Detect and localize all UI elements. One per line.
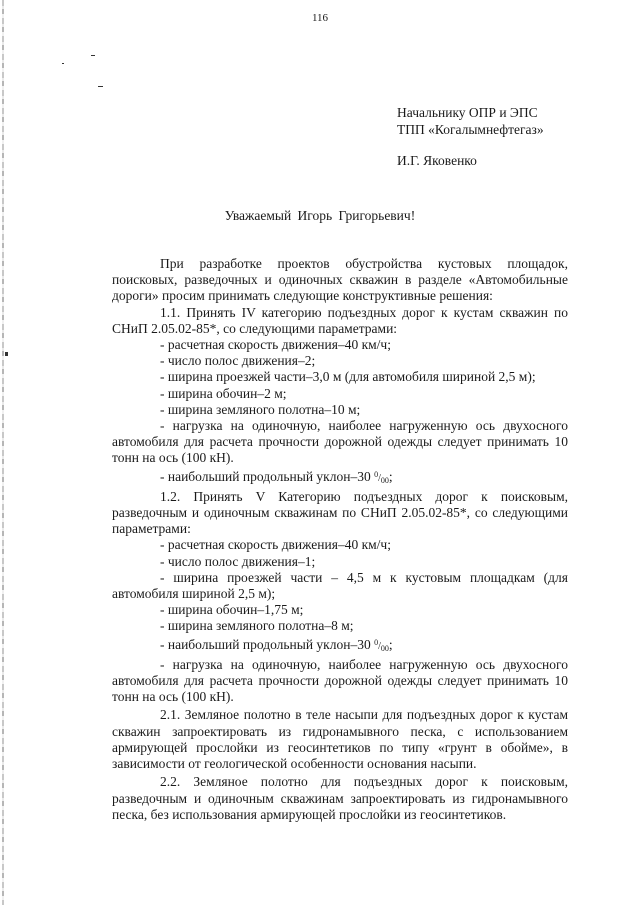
recipient-block [397, 104, 544, 169]
section-2-1-paragraph: 2.1. Земляное полотно в теле насыпи для подъездных дорог к кустам скважин запроектировать из гидронамывного песка, с использованием армирующей прослойки из геосинтетиков по типу «грунт в обойме», в зависимости от геологической особенности основания насыпи. [112, 707, 568, 772]
section-1-2-heading: 1.2. Принять V Категорию подъездных дорог к поисковым, разведочным и одиночным скважинам по СНиП 2.05.02-85*, со следующими параметрами: [112, 488, 568, 537]
permille-sign: $^0/_{00}$ [374, 469, 389, 485]
list-item: - расчетная скорость движения–40 км/ч; [160, 537, 391, 553]
slope-text: - наибольший продольный уклон–30 [160, 636, 371, 652]
section-2-2-paragraph: 2.2. Земляное полотно для подъездных дорог к поисковым, разведочным и одиночным скважинам запроектировать из гидронамывного песка, без использования армирующей прослойки из геосинтетиков. [112, 774, 568, 822]
list-item: - ширина проезжей части–3,0 м (для автомобиля шириной 2,5 м); [160, 369, 536, 385]
recipient-organization: ТПП «Когалымнефтегаз» [397, 122, 544, 137]
recipient-name: И.Г. Яковенко [397, 153, 477, 168]
slope-item: - наибольший продольный уклон–30 $^0/_{00}$; [160, 468, 393, 485]
permille-sign: $^0/_{00}$ [374, 637, 389, 653]
letter-body [112, 256, 568, 823]
scan-speck [91, 55, 95, 56]
list-item: - ширина обочин–1,75 м; [160, 602, 304, 618]
scan-page-edge [2, 0, 4, 905]
recipient-position: Начальнику ОПР и ЭПС [397, 105, 538, 120]
slope-text: - наибольший продольный уклон–30 [160, 468, 371, 484]
list-item: - нагрузка на одиночную, наиболее нагруженную ось двухосного автомобиля для расчета прочности дорожной одежды следует принимать 10 тонн на ось (100 кН). [112, 656, 568, 705]
list-item: - число полос движения–1; [160, 553, 316, 569]
scan-speck [5, 352, 8, 356]
salutation: Уважаемый Игорь Григорьевич! [224, 208, 416, 223]
scan-speck [98, 86, 103, 87]
list-item: - расчетная скорость движения–40 км/ч; [160, 337, 391, 353]
list-item: - число полос движения–2; [160, 353, 316, 369]
list-item: - нагрузка на одиночную, наиболее нагруженную ось двухосного автомобиля для расчета прочности дорожной одежды следует принимать 10 тонн на ось (100 кН). [112, 418, 568, 466]
list-item: - ширина земляного полотна–8 м; [160, 618, 354, 634]
list-item: - ширина земляного полотна–10 м; [160, 401, 361, 417]
section-1-1-heading: 1.1. Принять IV категорию подъездных дорог к кустам скважин по СНиП 2.05.02-85*, со следующими параметрами: [112, 304, 568, 336]
list-item: - ширина проезжей части – 4,5 м к кустовым площадкам (для автомобиля шириной 2,5 м); [112, 569, 568, 602]
slope-item: - наибольший продольный уклон–30 $^0/_{00}$; [160, 636, 393, 653]
scan-speck [62, 63, 64, 64]
list-item: - ширина обочин–2 м; [160, 385, 287, 401]
page-number: 116 [311, 12, 329, 24]
intro-paragraph: При разработке проектов обустройства кустовых площадок, поисковых, разведочных и одиночных скважин в разделе «Автомобильные дороги» просим принимать следующие конструктивные решения: [112, 256, 568, 304]
